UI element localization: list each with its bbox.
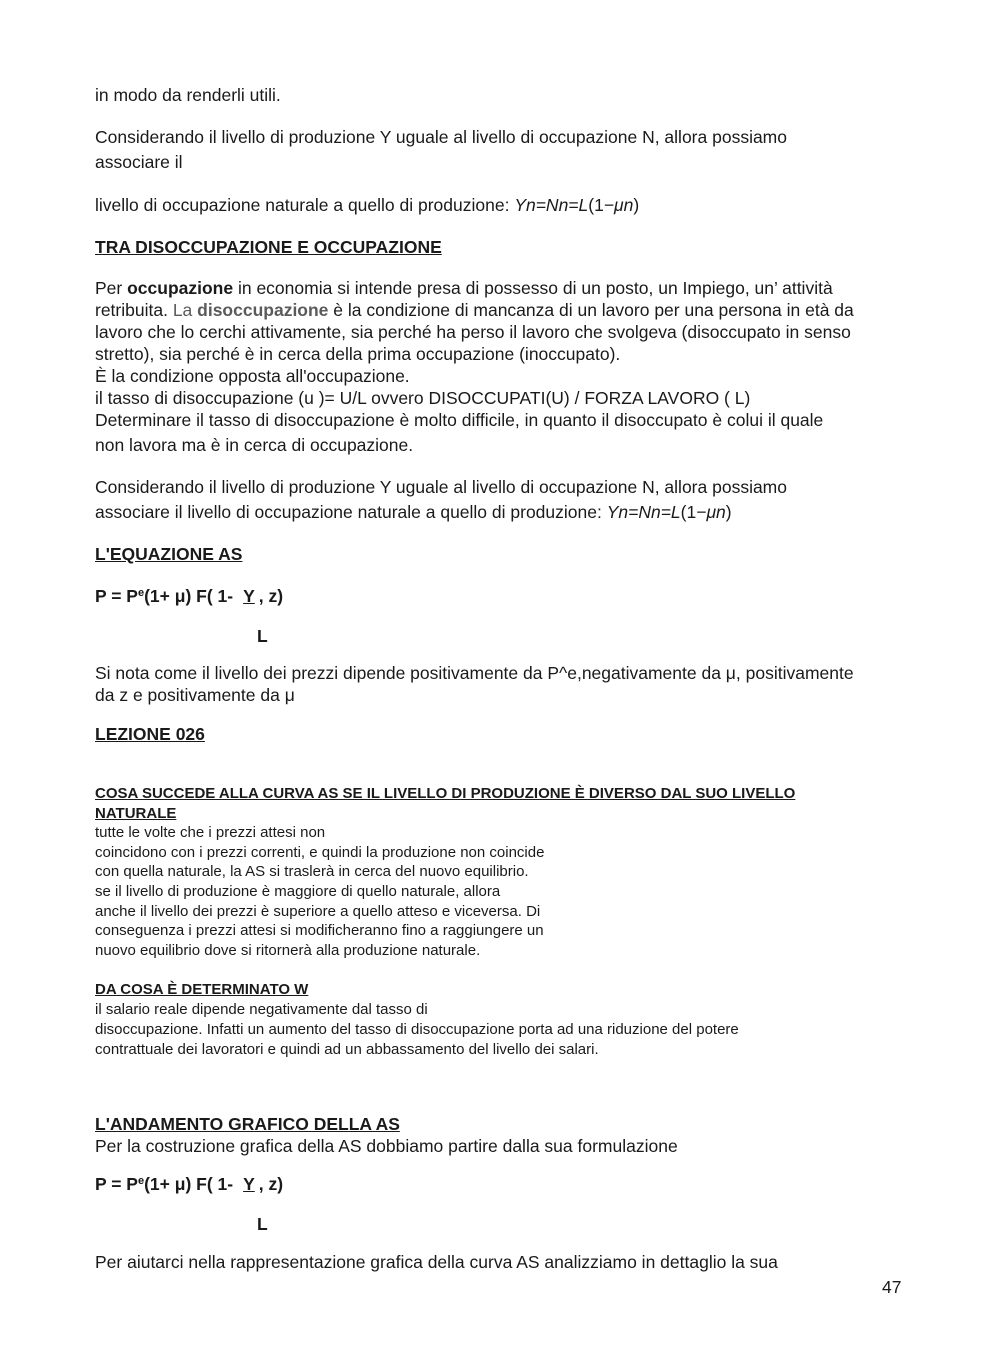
section-heading: L'EQUAZIONE AS bbox=[95, 544, 243, 564]
text-line: il salario reale dipende negativamente dal tasso di bbox=[95, 1001, 428, 1018]
text-line: retribuita. La disoccupazione è la condizione di mancanza di un lavoro per una persona in età da bbox=[95, 300, 854, 320]
section-heading: TRA DISOCCUPAZIONE E OCCUPAZIONE bbox=[95, 237, 442, 257]
fraction-denominator: L bbox=[257, 1214, 268, 1234]
text-line: Considerando il livello di produzione Y uguale al livello di occupazione N, allora possiamo bbox=[95, 477, 787, 497]
section-heading: DA COSA È DETERMINATO W bbox=[95, 981, 309, 998]
text-line: lavoro che lo cerchi attivamente, sia perché ha perso il lavoro che svolgeva (disoccupato in senso bbox=[95, 322, 851, 342]
text-line: da z e positivamente da μ bbox=[95, 685, 295, 705]
text-line: Determinare il tasso di disoccupazione è molto difficile, in quanto il disoccupato è colui il quale bbox=[95, 410, 824, 430]
text-line: con quella naturale, la AS si traslerà in cerca del nuovo equilibrio. bbox=[95, 863, 529, 880]
text-line: Per la costruzione grafica della AS dobbiamo partire dalla sua formulazione bbox=[95, 1136, 678, 1156]
fraction-numerator: Y bbox=[243, 1174, 255, 1194]
section-heading: L'ANDAMENTO GRAFICO DELLA AS bbox=[95, 1114, 400, 1134]
text-line: associare il bbox=[95, 152, 183, 172]
text-line: non lavora ma è in cerca di occupazione. bbox=[95, 435, 414, 455]
text-line: Considerando il livello di produzione Y uguale al livello di occupazione N, allora possiamo bbox=[95, 127, 787, 147]
text-line: Si nota come il livello dei prezzi dipende positivamente da P^e,negativamente da μ, positivamente bbox=[95, 663, 854, 683]
text-line: se il livello di produzione è maggiore di quello naturale, allora bbox=[95, 883, 501, 900]
text-line: nuovo equilibrio dove si ritornerà alla produzione naturale. bbox=[95, 942, 481, 959]
fraction-denominator: L bbox=[257, 626, 268, 646]
section-heading: NATURALE bbox=[95, 805, 177, 822]
text-line: il tasso di disoccupazione (u )= U/L ovvero DISOCCUPATI(U) / FORZA LAVORO ( L) bbox=[95, 388, 751, 408]
text-line: contrattuale dei lavoratori e quindi ad un abbassamento del livello dei salari. bbox=[95, 1041, 599, 1058]
text-line: disoccupazione. Infatti un aumento del tasso di disoccupazione porta ad una riduzione del potere bbox=[95, 1021, 739, 1038]
section-heading: COSA SUCCEDE ALLA CURVA AS SE IL LIVELLO DI PRODUZIONE È DIVERSO DAL SUO LIVELLO bbox=[95, 785, 796, 802]
as-equation: $P = P^e(1+ \mu)$ F( 1- Y , z) bbox=[95, 1174, 284, 1194]
page-number: 47 bbox=[882, 1277, 902, 1297]
formula-mu: μn bbox=[706, 502, 726, 522]
text-line: Per occupazione in economia si intende presa di possesso di un posto, un Impiego, un’ attività bbox=[95, 278, 833, 298]
text-line: È la condizione opposta all'occupazione. bbox=[95, 366, 410, 386]
formula-mu: μn bbox=[614, 195, 634, 215]
text-line: livello di occupazione naturale a quello di produzione: Yn=Nn=L(1−μn) bbox=[95, 195, 640, 215]
as-equation: $P = P^e(1+ \mu)$ F( 1- Y , z) bbox=[95, 586, 284, 606]
text-line: stretto), sia perché è in cerca della prima occupazione (inoccupato). bbox=[95, 344, 621, 364]
text-line: tutte le volte che i prezzi attesi non bbox=[95, 824, 326, 841]
formula: Yn=Nn=L bbox=[514, 195, 589, 215]
lesson-heading: LEZIONE 026 bbox=[95, 724, 205, 744]
text-line: in modo da renderli utili. bbox=[95, 85, 281, 105]
text-line: anche il livello dei prezzi è superiore a quello atteso e viceversa. Di bbox=[95, 903, 541, 920]
fraction-numerator: Y bbox=[243, 586, 255, 606]
text-line: conseguenza i prezzi attesi si modificheranno fino a raggiungere un bbox=[95, 922, 544, 939]
text-line: Per aiutarci nella rappresentazione grafica della curva AS analizziamo in dettaglio la sua bbox=[95, 1252, 778, 1272]
formula: Yn=Nn=L bbox=[606, 502, 681, 522]
text-line: coincidono con i prezzi correnti, e quindi la produzione non coincide bbox=[95, 844, 545, 861]
text-line: associare il livello di occupazione naturale a quello di produzione: Yn=Nn=L(1−μn) bbox=[95, 502, 732, 522]
